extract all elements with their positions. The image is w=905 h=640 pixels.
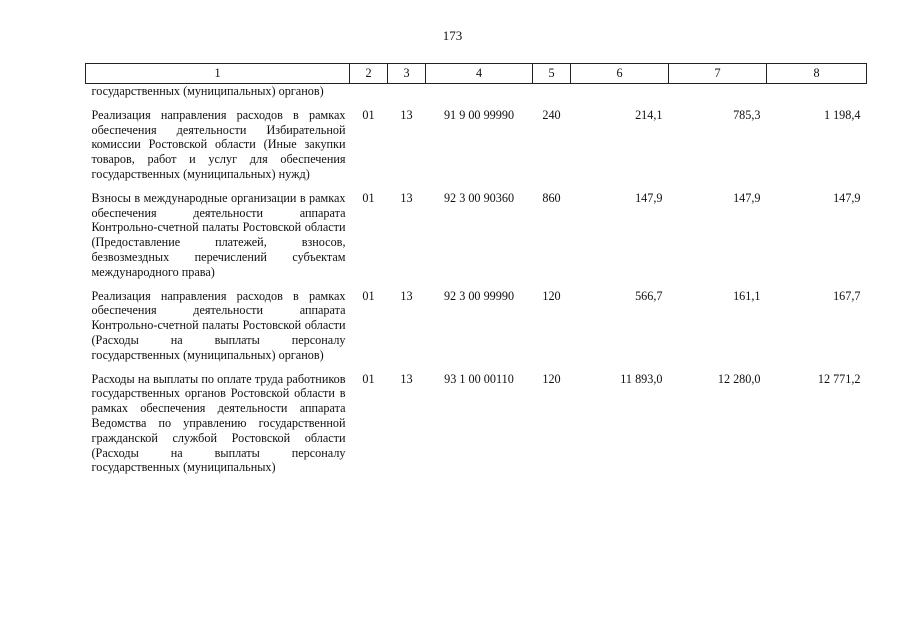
continuation-row — [86, 84, 867, 99]
row-description: Реализация направления расходов в рамках обеспечения деятельности Избирательной комиссии Ростовской области (Иные закупки товаров, работ и услуг для обеспечения государственных (муниципальных) нужд) — [91, 107, 346, 181]
table-row — [86, 363, 867, 476]
row-value-2: 147,9 — [733, 190, 761, 205]
continuation-text: государственных (муниципальных) органов) — [91, 84, 324, 98]
header-col-5: 5 — [533, 64, 571, 84]
row-subsection: 13 — [400, 190, 413, 205]
row-description: Реализация направления расходов в рамках обеспечения деятельности аппарата Контрольно-счетной палаты Ростовской области (Расходы на выплаты персоналу государственных (муниципальных) органов) — [91, 288, 346, 362]
row-expense-type: 120 — [542, 371, 561, 386]
row-value-2: 785,3 — [733, 107, 761, 122]
row-expense-type: 120 — [542, 288, 561, 303]
row-value-1: 147,9 — [635, 190, 663, 205]
row-value-3: 12 771,2 — [817, 371, 861, 386]
row-section: 01 — [362, 371, 375, 386]
row-subsection: 13 — [400, 107, 413, 122]
row-expense-type: 860 — [542, 190, 561, 205]
header-col-6: 6 — [571, 64, 669, 84]
header-row — [86, 64, 867, 84]
row-value-2: 12 280,0 — [717, 371, 761, 386]
header-col-4: 4 — [426, 64, 533, 84]
header-col-3: 3 — [388, 64, 426, 84]
header-col-2: 2 — [350, 64, 388, 84]
row-description: Взносы в международные организации в рамках обеспечения деятельности аппарата Контрольно-счетной палаты Ростовской области (Предоставление платежей, взносов, безвозмездных перечислений субъектам международного права) — [91, 190, 346, 279]
row-section: 01 — [362, 190, 375, 205]
header-col-7: 7 — [669, 64, 767, 84]
table-row — [86, 99, 867, 182]
row-value-2: 161,1 — [733, 288, 761, 303]
header-col-8: 8 — [767, 64, 867, 84]
row-section: 01 — [362, 107, 375, 122]
row-description: Расходы на выплаты по оплате труда работников государственных органов Ростовской области в рамках обеспечения деятельности аппарата Ведомства по управлению государственной гражданской службой Ростовской области (Расходы на выплаты персоналу государственных (муниципальных) — [91, 371, 346, 475]
row-value-3: 147,9 — [833, 190, 861, 205]
row-target-code: 92 3 00 99990 — [443, 288, 515, 303]
page-number: 173 — [442, 28, 463, 43]
row-expense-type: 240 — [542, 107, 561, 122]
header-col-1: 1 — [86, 64, 350, 84]
row-value-1: 214,1 — [635, 107, 663, 122]
row-target-code: 92 3 00 90360 — [443, 190, 515, 205]
row-subsection: 13 — [400, 288, 413, 303]
budget-table — [85, 63, 867, 475]
row-value-1: 566,7 — [635, 288, 663, 303]
row-target-code: 91 9 00 99990 — [443, 107, 515, 122]
row-subsection: 13 — [400, 371, 413, 386]
row-target-code: 93 1 00 00110 — [444, 371, 514, 386]
table-row — [86, 182, 867, 280]
row-section: 01 — [362, 288, 375, 303]
table-row — [86, 280, 867, 363]
row-value-3: 167,7 — [833, 288, 861, 303]
row-value-1: 11 893,0 — [620, 371, 663, 386]
row-value-3: 1 198,4 — [823, 107, 861, 122]
